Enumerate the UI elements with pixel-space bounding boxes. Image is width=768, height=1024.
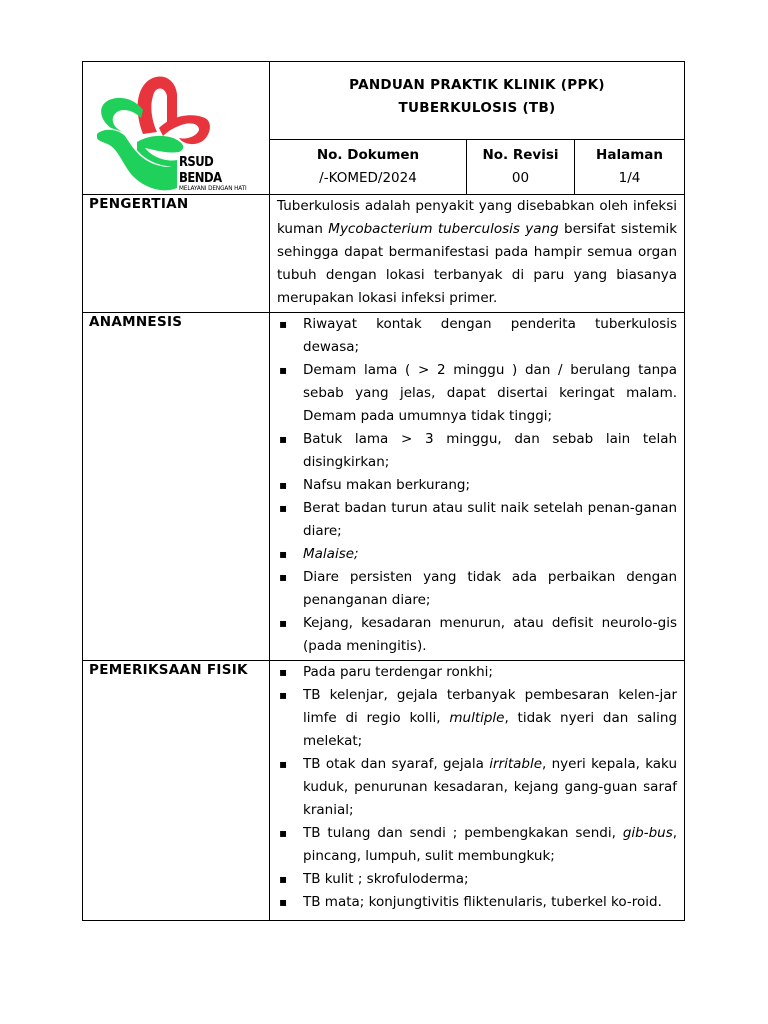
pengertian-text-b: bersifat sistemik sehingga dapat bermanifestasi pada hampir semua organ tubuh dengan lokasi terbanyak di paru yang biasanya merupakan lokasi infeksi primer. <box>277 221 678 306</box>
section-content-pemeriksaan-fisik <box>270 661 685 921</box>
row-anamnesis <box>83 313 685 661</box>
pemeriksaan-list <box>277 661 677 914</box>
list-item <box>277 822 677 868</box>
item-text: , nyeri kepala, kaku kuduk, penurunan kesadaran, kejang gang-guan saraf kranial; <box>303 756 678 818</box>
list-item: ▪ Diare persisten yang tidak ada perbaikan dengan penanganan diare; <box>277 566 677 612</box>
meta-revisi-label: No. Revisi <box>482 146 559 163</box>
item-text: TB tulang dan sendi ; pembengkakan sendi, <box>303 825 623 841</box>
section-label-anamnesis: ANAMNESIS <box>83 313 270 661</box>
item-text-italic: gib-bus <box>622 825 673 841</box>
meta-halaman-label: Halaman <box>596 146 663 163</box>
logo-tagline: MELAYANI DENGAN HATI <box>179 185 247 192</box>
document <box>82 61 684 921</box>
logo-cell <box>83 62 270 195</box>
list-item: ▪ Pada paru terdengar ronkhi; <box>277 661 677 684</box>
meta-revisi-value: 00 <box>511 169 530 186</box>
list-item: ▪ Nafsu makan berkurang; <box>277 474 677 497</box>
title-line-2: TUBERKULOSIS (TB) <box>398 100 556 116</box>
list-item: ▪ Demam lama ( > 2 minggu ) dan / berulang tanpa sebab yang jelas, dapat disertai keringat malam. Demam pada umumnya tidak tinggi; <box>277 359 677 428</box>
meta-dokumen-label: No. Dokumen <box>316 146 420 163</box>
document-title <box>270 62 685 140</box>
logo-name: RSUD BENDA <box>179 154 222 186</box>
list-item <box>277 753 677 822</box>
pengertian-text-a: Tuberkulosis adalah penyakit yang disebabkan oleh infeksi kuman <box>277 198 678 237</box>
meta-dokumen-value: /-KOMED/2024 <box>319 169 417 186</box>
item-text: , pincang, lumpuh, sulit membungkuk; <box>303 825 678 864</box>
pengertian-text-italic: Mycobacterium tuberculosis yang <box>328 221 559 237</box>
list-item: ▪ Batuk lama > 3 minggu, dan sebab lain telah disingkirkan; <box>277 428 677 474</box>
ppk-table <box>82 61 685 921</box>
list-item: ▪ Malaise; <box>277 543 677 566</box>
item-text: , tidak nyeri dan saling melekat; <box>303 710 678 749</box>
title-line-1: PANDUAN PRAKTIK KLINIK (PPK) <box>349 77 605 93</box>
item-text-italic: multiple <box>449 710 505 726</box>
list-item <box>277 684 677 753</box>
meta-revisi <box>467 139 575 194</box>
item-text: TB kelenjar, gejala terbanyak pembesaran kelen-jar limfe di regio kolli, <box>303 687 678 726</box>
section-label-pengertian: PENGERTIAN <box>83 195 270 313</box>
logo-text <box>179 154 269 192</box>
list-item: ▪ Kejang, kesadaran menurun, atau defisit neurolo-gis (pada meningitis). <box>277 612 677 658</box>
section-label-pemeriksaan-fisik: PEMERIKSAAN FISIK <box>83 661 270 921</box>
meta-dokumen <box>270 139 467 194</box>
pengertian-paragraph <box>277 195 677 310</box>
item-text: TB otak dan syaraf, gejala <box>303 756 490 772</box>
row-pemeriksaan-fisik <box>83 661 685 921</box>
list-item: ▪ Berat badan turun atau sulit naik setelah penan-ganan diare; <box>277 497 677 543</box>
anamnesis-list <box>277 313 677 658</box>
item-text-italic: irritable <box>489 756 543 772</box>
row-pengertian <box>83 195 685 313</box>
list-item: ▪ TB mata; konjungtivitis fliktenularis, tuberkel ko-roid. <box>277 891 677 914</box>
meta-halaman <box>575 139 685 194</box>
section-content-anamnesis <box>270 313 685 661</box>
meta-halaman-value: 1/4 <box>618 169 641 186</box>
list-item: ▪ Riwayat kontak dengan penderita tuberkulosis dewasa; <box>277 313 677 359</box>
list-item: ▪ TB kulit ; skrofuloderma; <box>277 868 677 891</box>
section-content-pengertian <box>270 195 685 313</box>
